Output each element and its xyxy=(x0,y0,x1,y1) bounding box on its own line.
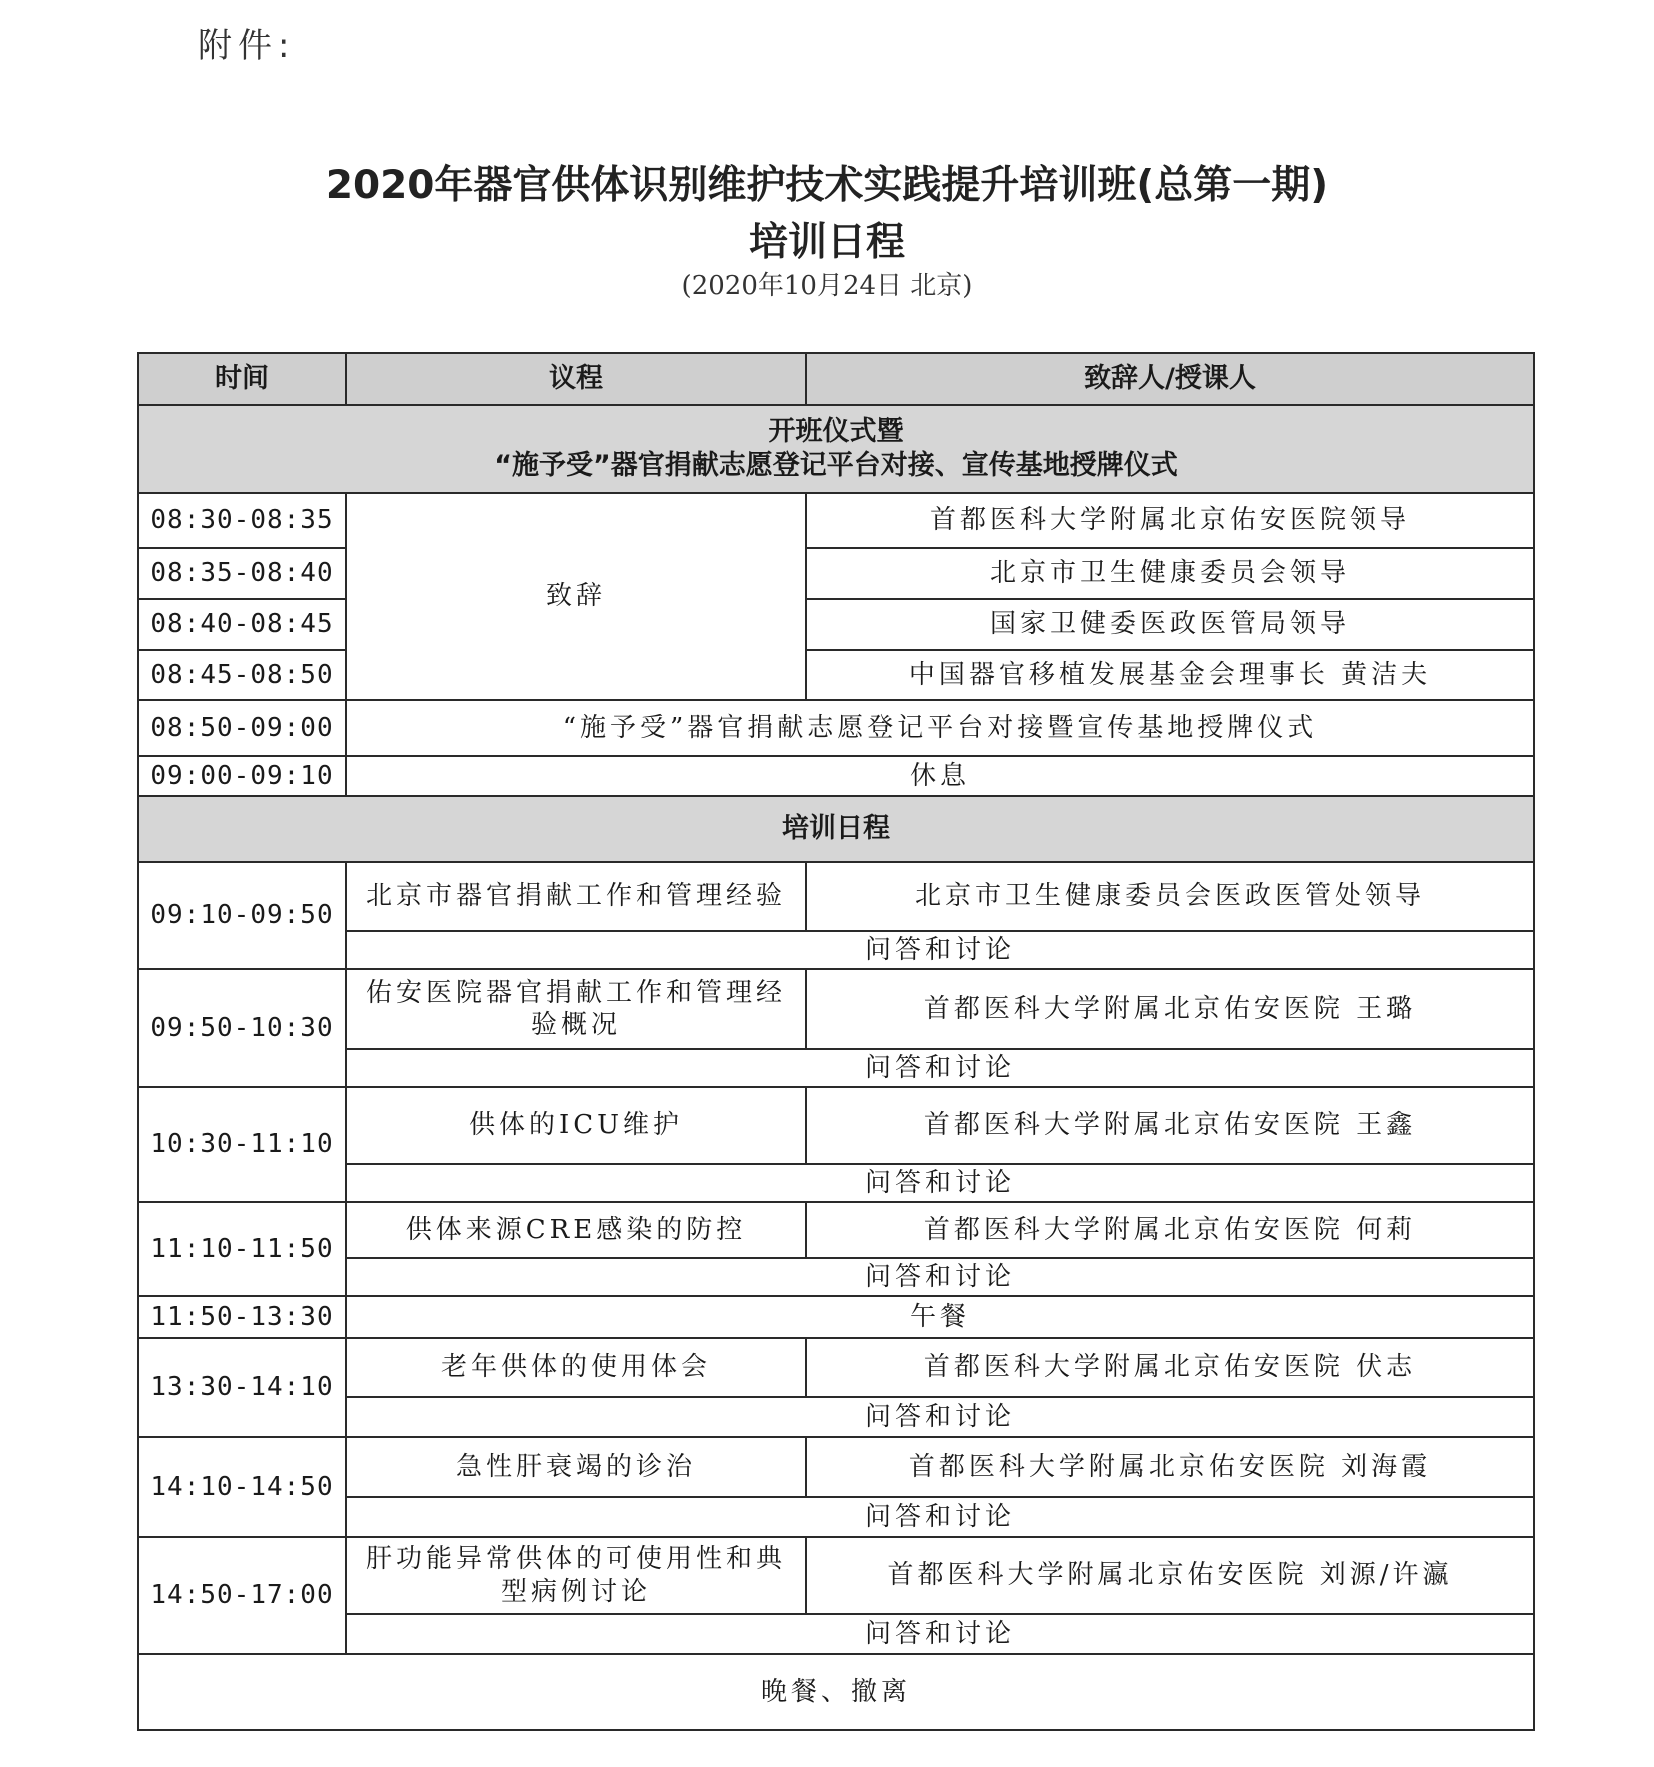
speaker-cell: 北京市卫生健康委员会领导 xyxy=(806,548,1534,599)
qa-row xyxy=(138,1049,1534,1087)
speaker-cell: 北京市卫生健康委员会医政医管处领导 xyxy=(806,862,1534,931)
topic-cell: 佑安医院器官捐献工作和管理经验概况 xyxy=(346,969,806,1049)
time-cell: 09:00-09:10 xyxy=(138,756,346,796)
qa-row xyxy=(138,1164,1534,1202)
qa-cell: 问答和讨论 xyxy=(346,931,1534,969)
speaker-cell: 首都医科大学附属北京佑安医院 刘源/许瀛 xyxy=(806,1537,1534,1614)
table-row xyxy=(138,1202,1534,1258)
header-speaker: 致辞人/授课人 xyxy=(806,353,1534,405)
header-time: 时间 xyxy=(138,353,346,405)
document-subtitle-heading: 培训日程 xyxy=(748,220,905,265)
table-row xyxy=(138,493,1534,548)
date-location: (2020年10月24日 北京) xyxy=(681,271,973,301)
time-cell: 08:45-08:50 xyxy=(138,650,346,700)
training-section-row xyxy=(138,796,1534,862)
topic-cell: 供体的ICU维护 xyxy=(346,1087,806,1164)
ceremony-cell: “施予受”器官捐献志愿登记平台对接暨宣传基地授牌仪式 xyxy=(346,700,1534,756)
time-cell: 10:30-11:10 xyxy=(138,1087,346,1202)
qa-cell: 问答和讨论 xyxy=(346,1497,1534,1537)
speaker-cell: 国家卫健委医政医管局领导 xyxy=(806,599,1534,650)
topic-cell: 老年供体的使用体会 xyxy=(346,1338,806,1397)
header-agenda: 议程 xyxy=(346,353,806,405)
speaker-cell: 首都医科大学附属北京佑安医院领导 xyxy=(806,493,1534,548)
qa-row xyxy=(138,1614,1534,1654)
qa-row xyxy=(138,1258,1534,1296)
table-row xyxy=(138,862,1534,931)
opening-line-1: 开班仪式暨 xyxy=(768,416,904,448)
qa-row xyxy=(138,931,1534,969)
opening-section-title xyxy=(138,405,1534,493)
time-cell: 08:50-09:00 xyxy=(138,700,346,756)
lunch-cell: 午餐 xyxy=(346,1296,1534,1338)
speech-label-cell: 致辞 xyxy=(346,493,806,700)
table-row xyxy=(138,1654,1534,1730)
qa-cell: 问答和讨论 xyxy=(346,1164,1534,1202)
table-row xyxy=(138,700,1534,756)
training-section-title: 培训日程 xyxy=(138,796,1534,862)
dinner-cell: 晚餐、撤离 xyxy=(138,1654,1534,1730)
topic-cell: 北京市器官捐献工作和管理经验 xyxy=(346,862,806,931)
break-cell: 休息 xyxy=(346,756,1534,796)
qa-cell: 问答和讨论 xyxy=(346,1049,1534,1087)
table-row xyxy=(138,1537,1534,1614)
table-row xyxy=(138,1296,1534,1338)
qa-cell: 问答和讨论 xyxy=(346,1258,1534,1296)
qa-row xyxy=(138,1397,1534,1437)
time-cell: 09:50-10:30 xyxy=(138,969,346,1087)
topic-cell: 供体来源CRE感染的防控 xyxy=(346,1202,806,1258)
table-row xyxy=(138,1087,1534,1164)
time-cell: 08:35-08:40 xyxy=(138,548,346,599)
topic-cell: 肝功能异常供体的可使用性和典型病例讨论 xyxy=(346,1537,806,1614)
speaker-cell: 首都医科大学附属北京佑安医院 王璐 xyxy=(806,969,1534,1049)
speaker-cell: 首都医科大学附属北京佑安医院 王鑫 xyxy=(806,1087,1534,1164)
qa-cell: 问答和讨论 xyxy=(346,1397,1534,1437)
table-row xyxy=(138,1437,1534,1497)
document-title: 2020年器官供体识别维护技术实践提升培训班(总第一期) xyxy=(325,163,1329,208)
time-cell: 08:40-08:45 xyxy=(138,599,346,650)
time-cell: 13:30-14:10 xyxy=(138,1338,346,1437)
speaker-cell: 中国器官移植发展基金会理事长 黄洁夫 xyxy=(806,650,1534,700)
speaker-cell: 首都医科大学附属北京佑安医院 刘海霞 xyxy=(806,1437,1534,1497)
table-row xyxy=(138,756,1534,796)
time-cell: 11:50-13:30 xyxy=(138,1296,346,1338)
header-row xyxy=(138,353,1534,405)
qa-row xyxy=(138,1497,1534,1537)
time-cell: 11:10-11:50 xyxy=(138,1202,346,1296)
time-cell: 14:50-17:00 xyxy=(138,1537,346,1654)
topic-cell: 急性肝衰竭的诊治 xyxy=(346,1437,806,1497)
schedule-table xyxy=(137,352,1535,1731)
opening-section-row xyxy=(138,405,1534,493)
speaker-cell: 首都医科大学附属北京佑安医院 何莉 xyxy=(806,1202,1534,1258)
time-cell: 09:10-09:50 xyxy=(138,862,346,969)
attachment-label: 附件: xyxy=(198,26,296,66)
time-cell: 14:10-14:50 xyxy=(138,1437,346,1537)
qa-cell: 问答和讨论 xyxy=(346,1614,1534,1654)
speaker-cell: 首都医科大学附属北京佑安医院 伏志 xyxy=(806,1338,1534,1397)
opening-line-2: “施予受”器官捐献志愿登记平台对接、宣传基地授牌仪式 xyxy=(494,450,1178,481)
table-row xyxy=(138,1338,1534,1397)
table-row xyxy=(138,969,1534,1049)
time-cell: 08:30-08:35 xyxy=(138,493,346,548)
